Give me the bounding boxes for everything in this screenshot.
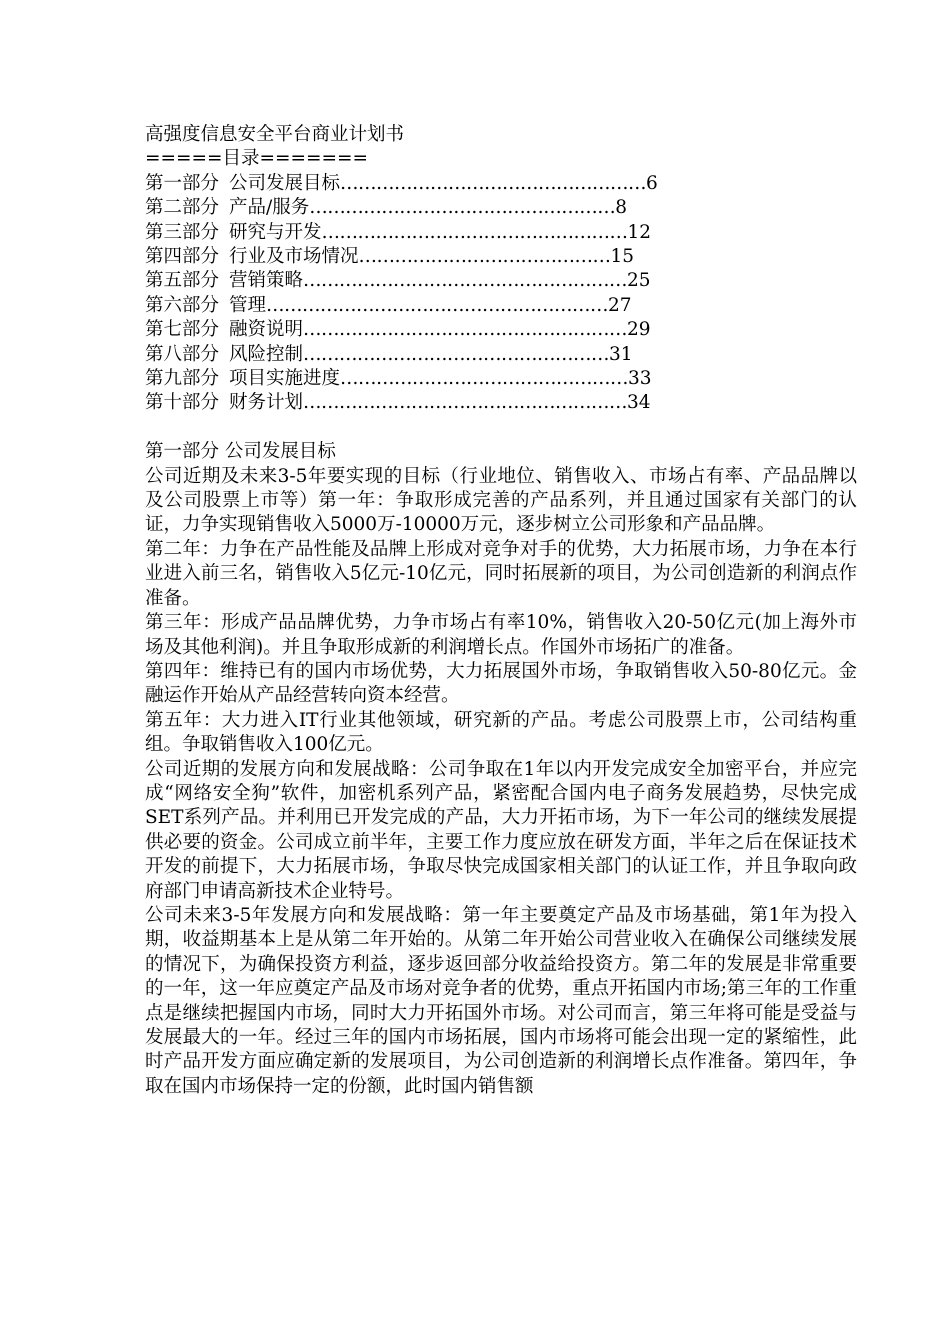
table-of-contents — [145, 172, 857, 416]
toc-page: 8 — [615, 197, 628, 219]
toc-part: 第七部分 — [145, 319, 220, 341]
toc-part: 第二部分 — [145, 197, 220, 219]
toc-leader: ……………………………………………… — [303, 392, 628, 414]
toc-title: 财务计划 — [229, 392, 304, 414]
toc-leader: …………………………………………… — [340, 172, 647, 194]
toc-heading: =====目录======= — [145, 148, 369, 170]
toc-title: 公司发展目标 — [229, 172, 341, 194]
document-page — [145, 123, 857, 1099]
toc-leader: ……………………………………………… — [303, 319, 628, 341]
body-paragraph: 公司未来3-5年发展方向和发展战略：第一年主要奠定产品及市场基础，第1年为投入期，收益期基本上是从第二年开始的。从第二年开始公司营业收入在确保公司继续发展的情况下，为确保投资方利益，逐步返回部分收益给投资方。第二年的发展是非常重要的一年，这一年应奠定产品及市场对竞争者的优势，重点开拓国内市场;第三年的工作重点是继续把握国内市场，同时大力开拓国外市场。对公司而言，第三年将可能是受益与发展最大的一年。经过三年的国内市场拓展，国内市场将可能会出现一定的紧缩性，此时产品开发方面应确定新的发展项目，为公司创造新的利润增长点作准备。第四年，争取在国内市场保持一定的份额，此时国内销售额 — [145, 904, 857, 1097]
toc-entry[interactable] — [145, 294, 857, 318]
body-paragraph: 第三年：形成产品品牌优势，力争市场占有率10%，销售收入20-50亿元(加上海外市场及其他利润)。并且争取形成新的利润增长点。作国外市场拓广的准备。 — [145, 612, 857, 658]
toc-page: 12 — [627, 221, 652, 243]
toc-part: 第六部分 — [145, 294, 220, 316]
toc-part: 第九部分 — [145, 368, 220, 390]
toc-part: 第十部分 — [145, 392, 220, 414]
toc-page: 33 — [628, 368, 652, 390]
toc-entry[interactable] — [145, 245, 857, 269]
blank-line — [145, 416, 857, 440]
toc-entry[interactable] — [145, 367, 857, 391]
body-paragraph: 第二年：力争在产品性能及品牌上形成对竞争对手的优势，大力拓展市场，力争在本行业进入前三名，销售收入5亿元-10亿元，同时拓展新的项目，为公司创造新的利润点作准备。 — [145, 538, 857, 609]
toc-page: 31 — [609, 343, 633, 365]
toc-leader: ……………………………………………… — [303, 270, 628, 292]
toc-title: 风险控制 — [229, 343, 304, 365]
section-heading: 第一部分 公司发展目标 — [145, 441, 336, 463]
toc-entry[interactable] — [145, 172, 857, 196]
body-paragraph: 公司近期的发展方向和发展战略：公司争取在1年以内开发完成安全加密平台，并应完成“网络安全狗”软件，加密机系列产品，紧密配合国内电子商务发展趋势，尽快完成SET系列产品。并利用已开发完成的产品，大力开拓市场，为下一年公司的继续发展提供必要的资金。公司成立前半年，主要工作力度应放在研发方面，半年之后在保证技术开发的前提下，大力拓展市场，争取尽快完成国家相关部门的认证工作，并且争取向政府部门申请高新技术企业特号。 — [145, 758, 857, 902]
toc-page: 27 — [608, 294, 632, 316]
body-paragraph: 第五年：大力进入IT行业其他领域，研究新的产品。考虑公司股票上市，公司结构重组。争取销售收入100亿元。 — [145, 709, 857, 756]
toc-entry[interactable] — [145, 196, 857, 220]
toc-entry[interactable] — [145, 391, 857, 415]
toc-title: 管理 — [229, 294, 267, 316]
toc-entry[interactable] — [145, 343, 857, 367]
toc-page: 15 — [610, 246, 635, 268]
toc-title: 项目实施进度 — [229, 368, 341, 390]
section-body — [145, 465, 857, 1100]
toc-part: 第三部分 — [145, 221, 220, 243]
toc-page: 25 — [627, 270, 651, 292]
toc-page: 34 — [627, 392, 651, 414]
toc-title: 研究与开发 — [229, 221, 322, 243]
toc-page: 6 — [646, 172, 658, 194]
toc-leader: …………………………………………… — [321, 221, 628, 243]
toc-leader: …………………………………………… — [303, 343, 610, 365]
toc-part: 第八部分 — [145, 343, 220, 365]
toc-leader: ………………………………………………… — [266, 294, 609, 316]
toc-entry[interactable] — [145, 269, 857, 293]
toc-title: 产品/服务 — [229, 197, 310, 219]
toc-part: 第一部分 — [145, 172, 220, 194]
toc-leader: …………………………………………… — [309, 197, 616, 219]
toc-title: 行业及市场情况 — [229, 246, 359, 268]
toc-entry[interactable] — [145, 221, 857, 245]
toc-leader: …………………………………… — [358, 246, 611, 268]
body-paragraph: 公司近期及未来3-5年要实现的目标（行业地位、销售收入、市场占有率、产品品牌以及公司股票上市等）第一年：争取形成完善的产品系列，并且通过国家有关部门的认证，力争实现销售收入5000万-10000万元，逐步树立公司形象和产品品牌。 — [145, 465, 857, 536]
toc-part: 第四部分 — [145, 246, 220, 268]
body-paragraph: 第四年：维持已有的国内市场优势，大力拓展国外市场，争取销售收入50-80亿元。金融运作开始从产品经营转向资本经营。 — [145, 660, 857, 707]
toc-entry[interactable] — [145, 318, 857, 342]
toc-page: 29 — [627, 319, 651, 341]
toc-part: 第五部分 — [145, 270, 220, 292]
toc-leader: ………………………………………… — [340, 368, 629, 390]
toc-title: 营销策略 — [229, 270, 304, 292]
document-title: 高强度信息安全平台商业计划书 — [145, 124, 405, 145]
toc-title: 融资说明 — [229, 319, 304, 341]
